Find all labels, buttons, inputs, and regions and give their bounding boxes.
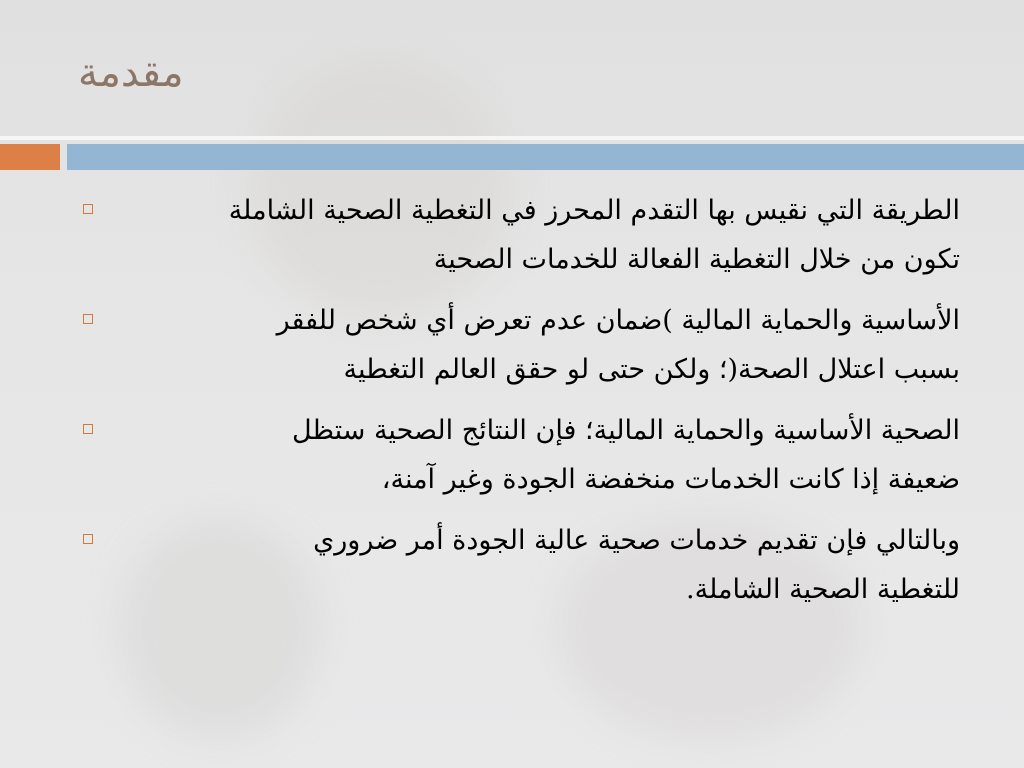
title-divider [0, 136, 1024, 140]
bullet-list [80, 182, 960, 622]
square-bullet-icon [83, 204, 93, 214]
bullet-line: تكون من خلال التغطية الفعالة للخدمات الصحية [433, 244, 960, 275]
bullet-text [110, 296, 960, 394]
bullet-line: الطريقة التي نقيس بها التقدم المحرز في التغطية الصحية الشاملة [228, 195, 960, 226]
bullet-line: وبالتالي فإن تقديم خدمات صحية عالية الجودة أمر ضروري [313, 525, 960, 556]
bullet-line: الصحية الأساسية والحماية المالية؛ فإن النتائج الصحية ستظل [292, 415, 960, 446]
bullet-item [80, 512, 960, 613]
bullet-item [80, 182, 960, 283]
bullet-text [110, 516, 960, 614]
bullet-item [80, 292, 960, 393]
bullet-line: بسبب اعتلال الصحة(؛ ولكن حتى لو حقق العالم التغطية [343, 354, 960, 385]
bullet-text [110, 186, 960, 284]
bullet-line: الأساسية والحماية المالية )ضمان عدم تعرض أي شخص للفقر [276, 305, 960, 336]
square-bullet-icon [83, 314, 93, 324]
orange-accent-bar [0, 144, 60, 170]
slide-title: مقدمة [78, 50, 184, 96]
bullet-line: للتغطية الصحية الشاملة. [686, 574, 960, 605]
bullet-line: ضعيفة إذا كانت الخدمات منخفضة الجودة وغير آمنة، [381, 464, 960, 495]
bullet-text [110, 406, 960, 504]
blue-accent-bar [67, 144, 1024, 170]
bullet-item [80, 402, 960, 503]
square-bullet-icon [83, 424, 93, 434]
square-bullet-icon [83, 534, 93, 544]
